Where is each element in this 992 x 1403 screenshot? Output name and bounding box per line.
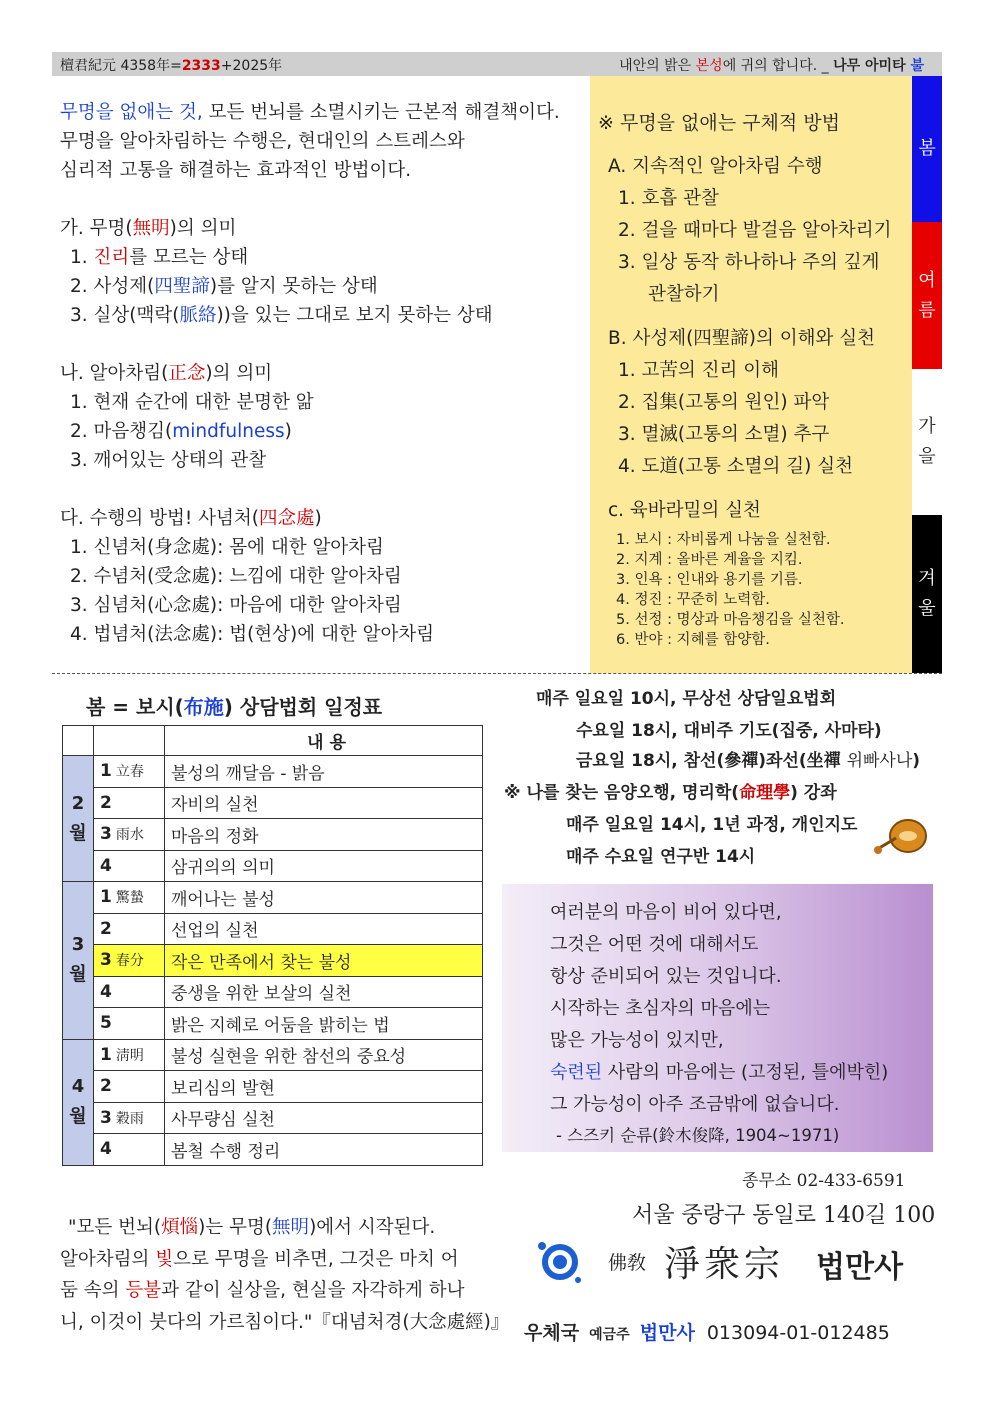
class-sunday: 매주 일요일 14시, 1년 과정, 개인지도 — [566, 815, 858, 835]
methods-c: c. 육바라밀의 실천 — [608, 500, 761, 521]
month-feb: 2 월 — [63, 756, 94, 882]
table-row: 2 자비의 실천 — [63, 787, 483, 819]
intro-line-3: 심리적 고통을 해결하는 효과적인 방법이다. — [60, 160, 412, 181]
era-date: 檀君紀元 4358年=2333+2025年 — [60, 58, 283, 74]
bank-account: 우체국 예금주 법만사 013094-01-012485 — [524, 1322, 890, 1344]
temple-logo — [536, 1232, 916, 1292]
methods-c-5: 5. 선정 : 명상과 마음챙김을 실천함. — [616, 612, 845, 628]
schedule-table — [62, 725, 483, 1166]
table-row: 5 밝은 지혜로 어둠을 밝히는 법 — [63, 1008, 483, 1040]
month-apr: 4 월 — [63, 1039, 94, 1165]
season-autumn: 가을 — [912, 369, 942, 515]
table-row: 4 봄철 수행 정리 — [63, 1134, 483, 1166]
methods-c-2: 2. 지계 : 올바른 계율을 지킴. — [616, 552, 803, 568]
methods-a-3b: 관찰하기 — [648, 284, 720, 305]
office-phone: 종무소 02-433-6591 — [742, 1171, 906, 1191]
methods-b: B. 사성제(四聖諦)의 이해와 실천 — [608, 328, 875, 349]
bottom-quote — [60, 1212, 510, 1338]
quote-author: - 스즈키 순류(鈴木俊降, 1904~1971) — [556, 1126, 840, 1145]
methods-b-1: 1. 고苦의 진리 이해 — [618, 360, 780, 381]
methods-box — [590, 76, 912, 673]
methods-a-1: 1. 호흡 관찰 — [618, 188, 719, 209]
table-row: 4 월 1 淸明 불성 실현을 위한 참선의 중요성 — [63, 1039, 483, 1071]
methods-a: A. 지속적인 알아차림 수행 — [608, 156, 823, 177]
quote-line-7: 그 가능성이 아주 조금밖에 없습니다. — [550, 1094, 840, 1115]
methods-c-3: 3. 인욕 : 인내와 용기를 기름. — [616, 572, 803, 588]
table-header-row — [63, 726, 483, 756]
weekly-wednesday: 수요일 18시, 대비주 기도(집중, 사마타) — [576, 721, 882, 741]
temple-emblem-icon — [536, 1236, 588, 1284]
table-row: 4 중생을 위한 보살의 실천 — [63, 976, 483, 1008]
address: 서울 중랑구 동일로 140길 100 — [632, 1203, 936, 1228]
season-bar — [912, 76, 942, 673]
section-da-item-2: 2. 수념처(受念處): 느낌에 대한 알아차림 — [70, 566, 402, 587]
section-na-title: 나. 알아차림(正念)의 의미 — [60, 363, 273, 384]
season-winter: 겨울 — [912, 515, 942, 673]
section-na-item-2: 2. 마음챙김(mindfulness) — [70, 421, 292, 442]
quote-box — [502, 884, 933, 1152]
season-summer: 여름 — [912, 222, 942, 369]
quote-line-5: 많은 가능성이 있지만, — [550, 1030, 724, 1051]
quote-line-6: 숙련된 사람의 마음에는 (고정된, 틀에박힌) — [550, 1062, 889, 1083]
section-ga-item-2: 2. 사성제(四聖諦)를 알지 못하는 상태 — [70, 276, 378, 297]
season-spring: 봄 — [912, 76, 942, 222]
methods-a-3: 3. 일상 동작 하나하나 주의 깊게 — [618, 252, 880, 273]
temple-prefix: 佛敎 — [608, 1252, 647, 1274]
methods-a-2: 2. 걸을 때마다 발걸음 알아차리기 — [618, 220, 892, 241]
divider — [52, 673, 942, 674]
table-row: 2 월 1 立春 불성의 깨달음 - 밝음 — [63, 756, 483, 788]
notice-line: ※ 나를 찾는 음양오행, 명리학(命理學) 강좌 — [504, 783, 837, 803]
section-ga-item-3: 3. 실상(맥락(脈絡))을 있는 그대로 보지 못하는 상태 — [70, 305, 493, 326]
quote-line-4: 시작하는 초심자의 마음에는 — [550, 998, 771, 1019]
methods-b-4: 4. 도道(고통 소멸의 길) 실천 — [618, 456, 853, 477]
bottom-quote-line-2: 알아차림의 빛으로 무명을 비추면, 그것은 마치 어 — [60, 1248, 459, 1270]
moktak-icon — [872, 814, 930, 860]
methods-c-6: 6. 반야 : 지혜를 함양함. — [616, 632, 770, 648]
section-na-item-3: 3. 깨어있는 상태의 관찰 — [70, 450, 267, 471]
quote-line-2: 그것은 어떤 것에 대해서도 — [550, 934, 759, 955]
section-na-item-1: 1. 현재 순간에 대한 분명한 앎 — [70, 392, 314, 413]
quote-line-3: 항상 준비되어 있는 것입니다. — [550, 966, 782, 987]
bottom-quote-line-4: 니, 이것이 붓다의 가르침이다."『대념처경(大念處經)』 — [60, 1311, 510, 1333]
bottom-quote-line-3: 둠 속의 등불과 같이 실상을, 현실을 자각하게 하나 — [60, 1280, 465, 1301]
section-da-item-4: 4. 법념처(法念處): 법(현상)에 대한 알아차림 — [70, 624, 435, 645]
section-ga-title: 가. 무명(無明)의 의미 — [60, 218, 237, 239]
intro-line-2: 무명을 알아차림하는 수행은, 현대인의 스트레스와 — [60, 131, 465, 152]
section-ga-item-1: 1. 진리를 모르는 상태 — [70, 247, 249, 268]
weekly-sunday: 매주 일요일 10시, 무상선 상담일요법회 — [536, 689, 837, 709]
quote-line-1: 여러분의 마음이 비어 있다면, — [550, 902, 782, 923]
content-header: 내 용 — [165, 726, 483, 756]
table-row: 3 雨水 마음의 정화 — [63, 819, 483, 851]
bottom-quote-line-1: "모든 번뇌(煩惱)는 무명(無明)에서 시작된다. — [68, 1217, 436, 1238]
month-mar: 3 월 — [63, 882, 94, 1040]
intro-line-1: 무명을 없애는 것, 모든 번뇌를 소멸시키는 근본적 해결책이다. — [60, 102, 560, 123]
motto: 내안의 밝은 본성에 귀의 합니다. _ 나무 아미타 불 — [619, 58, 924, 74]
table-row: 2 보리심의 발현 — [63, 1071, 483, 1103]
methods-b-2: 2. 집集(고통의 원인) 파악 — [618, 392, 830, 413]
table-row: 2 선업의 실천 — [63, 913, 483, 945]
temple-name: 淨衆宗 — [664, 1244, 785, 1285]
section-da-title: 다. 수행의 방법! 사념처(四念處) — [60, 508, 322, 529]
table-row: 4 삼귀의의 의미 — [63, 850, 483, 882]
header-bar — [52, 52, 942, 76]
table-row-highlighted: 3 春分 작은 만족에서 찾는 불성 — [63, 945, 483, 977]
schedule-title: 봄 = 보시(布施) 상담법회 일정표 — [86, 695, 383, 719]
main-text — [60, 98, 590, 649]
weekly-friday: 금요일 18시, 참선(參禪)좌선(坐禪 위빠사나) — [576, 751, 921, 771]
section-da-item-1: 1. 신념처(身念處): 몸에 대한 알아차림 — [70, 537, 384, 558]
temple-suffix: 법만사 — [816, 1250, 903, 1285]
methods-c-4: 4. 정진 : 꾸준히 노력함. — [616, 592, 770, 608]
table-row: 3 穀雨 사무량심 실천 — [63, 1102, 483, 1134]
class-wednesday: 매주 수요일 연구반 14시 — [566, 847, 756, 867]
table-row: 3 월 1 驚蟄 깨어나는 불성 — [63, 882, 483, 914]
methods-b-3: 3. 멸滅(고통의 소멸) 추구 — [618, 424, 830, 445]
methods-c-1: 1. 보시 : 자비롭게 나눔을 실천함. — [616, 532, 831, 548]
methods-title: ※ 무명을 없애는 구체적 방법 — [598, 112, 840, 134]
section-da-item-3: 3. 심념처(心念處): 마음에 대한 알아차림 — [70, 595, 402, 616]
era-highlight: 2333 — [181, 58, 221, 74]
